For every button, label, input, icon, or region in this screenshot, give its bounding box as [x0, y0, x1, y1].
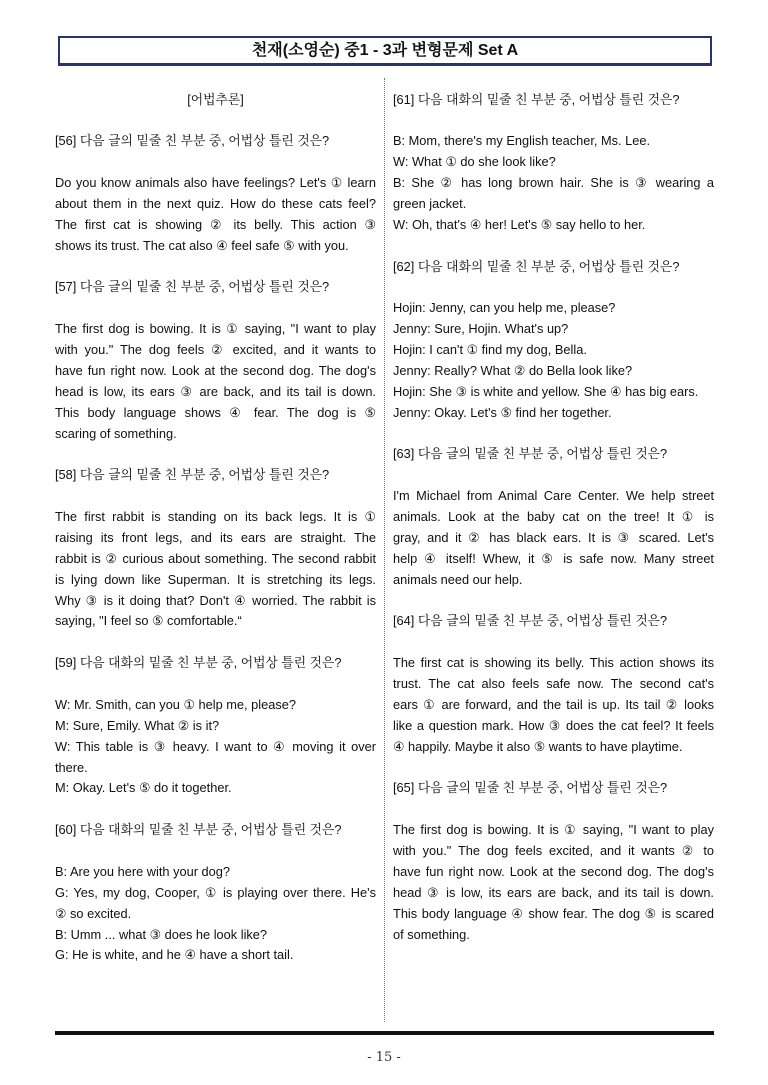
- page-title: 천재(소영순) 중1 - 3과 변형문제 Set A: [58, 36, 712, 66]
- passage-line: like a question mark. How ③ does the cat feel? It feels: [393, 717, 714, 733]
- question-prompt: [59] 다음 대화의 밑줄 친 부분 중, 어법상 틀린 것은?: [55, 655, 342, 671]
- passage-line: of something.: [393, 926, 470, 942]
- passage-line: head ③ is low, its ears are back, and its tail is down.: [393, 884, 714, 900]
- question-62: [393, 257, 714, 424]
- passage-line: trust. The cat also feels safe now. The second cat's: [393, 676, 714, 692]
- question-56: [55, 131, 376, 256]
- dialogue-line: Hojin: Jenny, can you help me, please?: [393, 300, 616, 316]
- dialogue-line: Hojin: She ③ is white and yellow. She ④ has big ears.: [393, 383, 699, 399]
- dialogue-line: W: Oh, that's ④ her! Let's ⑤ say hello to her.: [393, 216, 646, 232]
- question-prompt: [58] 다음 글의 밑줄 친 부분 중, 어법상 틀린 것은?: [55, 467, 330, 483]
- question-58: [55, 465, 376, 632]
- passage-line: shows its trust. The cat also ④ feel safe ⑤ with you.: [55, 237, 349, 253]
- dialogue-line: there.: [55, 759, 88, 775]
- passage-line: The first dog is bowing. It is ① saying, "I want to play: [393, 822, 714, 838]
- column-divider: [384, 78, 385, 1022]
- question-64: [393, 611, 714, 757]
- dialogue-line: ② so excited.: [55, 905, 132, 921]
- passage-line: ④ happily. Maybe it also ⑤ wants to have playtime.: [393, 738, 683, 754]
- dialogue-line: G: He is white, and he ④ have a short tail.: [55, 947, 294, 963]
- left-column: [55, 90, 376, 988]
- passage-line: gray, and it ② has black ears. It is ③ scared. Let's: [393, 529, 714, 545]
- dialogue-line: B: Mom, there's my English teacher, Ms. Lee.: [393, 133, 651, 149]
- passage-line: head is low, its ears ③ are back, and its tail is down.: [55, 383, 376, 399]
- passage-line: rabbit is ② curious about something. The second rabbit: [55, 550, 376, 566]
- passage-line: saying, "I feel so ⑤ comfortable.“: [55, 613, 242, 629]
- passage-line: with you." The dog feels ② excited, and it wants to: [55, 342, 376, 358]
- dialogue-line: Jenny: Okay. Let's ⑤ find her together.: [393, 404, 612, 420]
- passage-line: Why ③ is it doing that? Don't ④ worried. The rabbit is: [55, 592, 376, 608]
- passage-line: animals. Look at the baby cat on the tree! It ① is: [393, 509, 714, 525]
- dialogue-line: Hojin: I can't ① find my dog, Bella.: [393, 342, 587, 358]
- passage-line: Do you know animals also have feelings? Let's ① learn: [55, 175, 376, 191]
- question-65: [393, 778, 714, 945]
- right-column: [393, 90, 714, 967]
- dialogue-line: Jenny: Really? What ② do Bella look like?: [393, 362, 633, 378]
- dialogue-line: W: What ① do she look like?: [393, 154, 556, 170]
- passage-line: This body language shows ④ fear. The dog is ⑤: [55, 404, 376, 420]
- question-prompt: [61] 다음 대화의 밑줄 친 부분 중, 어법상 틀린 것은?: [393, 91, 680, 107]
- passage-line: animals need our help.: [393, 571, 523, 587]
- passage-line: raising its front legs, and its ears are straight. The: [55, 529, 376, 545]
- section-label: [어법추론]: [187, 91, 244, 107]
- question-prompt: [64] 다음 글의 밑줄 친 부분 중, 어법상 틀린 것은?: [393, 613, 668, 629]
- passage-line: is lying down like Superman. It is stretching its legs.: [55, 571, 376, 587]
- passage-line: The first dog is bowing. It is ① saying, "I want to play: [55, 321, 376, 337]
- question-61: [393, 90, 714, 236]
- dialogue-line: W: Mr. Smith, can you ① help me, please?: [55, 696, 296, 712]
- passage-line: The first cat is showing its belly. This action shows its: [393, 655, 714, 671]
- passage-line: The first cat is showing ② its belly. This action ③: [55, 216, 376, 232]
- question-prompt: [56] 다음 글의 밑줄 친 부분 중, 어법상 틀린 것은?: [55, 133, 330, 149]
- question-57: [55, 277, 376, 444]
- dialogue-line: B: Umm ... what ③ does he look like?: [55, 926, 268, 942]
- passage-line: scaring of something.: [55, 425, 177, 441]
- dialogue-line: G: Yes, my dog, Cooper, ① is playing over there. He's: [55, 884, 376, 900]
- question-59: [55, 653, 376, 799]
- passage-line: This body language ④ show fear. The dog ⑤ is scared: [393, 905, 714, 921]
- dialogue-line: green jacket.: [393, 195, 467, 211]
- dialogue-line: M: Okay. Let's ⑤ do it together.: [55, 780, 232, 796]
- question-prompt: [57] 다음 글의 밑줄 친 부분 중, 어법상 틀린 것은?: [55, 279, 330, 295]
- passage-line: have fun right now. Look at the second dog. The dog's: [55, 362, 376, 378]
- passage-line: help ④ itself! Whew, it ⑤ is safe now. Many street: [393, 550, 714, 566]
- passage-line: have fun right now. Look at the second dog. The dog's: [393, 863, 714, 879]
- dialogue-line: Jenny: Sure, Hojin. What's up?: [393, 321, 569, 337]
- passage-line: with you." The dog feels excited, and it wants ② to: [393, 843, 714, 859]
- passage-line: about them in the next quiz. How do these cats feel?: [55, 195, 376, 211]
- question-prompt: [63] 다음 글의 밑줄 친 부분 중, 어법상 틀린 것은?: [393, 446, 668, 462]
- dialogue-line: W: This table is ③ heavy. I want to ④ moving it over: [55, 738, 376, 754]
- passage-line: ears ① are forward, and the tail is up. Its tail ② looks: [393, 696, 714, 712]
- dialogue-line: B: She ② has long brown hair. She is ③ wearing a: [393, 175, 714, 191]
- question-prompt: [65] 다음 글의 밑줄 친 부분 중, 어법상 틀린 것은?: [393, 780, 668, 796]
- question-60: [55, 820, 376, 966]
- question-63: [393, 444, 714, 590]
- footer-rule: [55, 1031, 714, 1035]
- dialogue-line: B: Are you here with your dog?: [55, 863, 230, 879]
- page-number: - 15 -: [367, 1050, 401, 1065]
- dialogue-line: M: Sure, Emily. What ② is it?: [55, 717, 220, 733]
- question-prompt: [60] 다음 대화의 밑줄 친 부분 중, 어법상 틀린 것은?: [55, 822, 342, 838]
- passage-line: The first rabbit is standing on its back legs. It is ①: [55, 509, 376, 525]
- passage-line: I'm Michael from Animal Care Center. We help street: [393, 488, 714, 504]
- question-prompt: [62] 다음 대화의 밑줄 친 부분 중, 어법상 틀린 것은?: [393, 258, 680, 274]
